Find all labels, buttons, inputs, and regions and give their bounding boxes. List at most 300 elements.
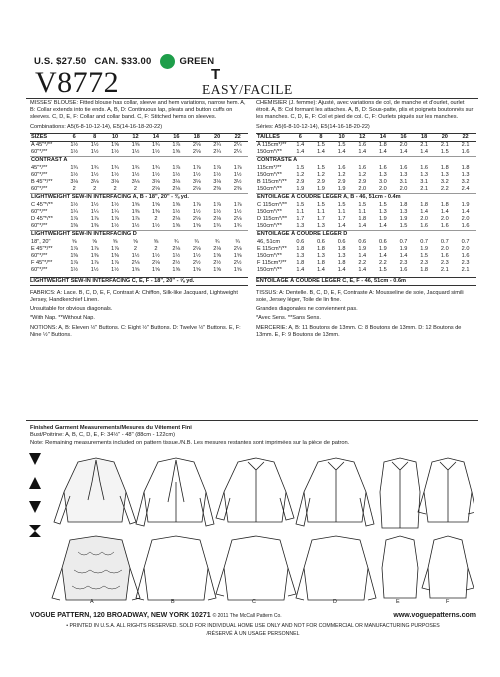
yardage-cell: 1¾ xyxy=(131,164,140,171)
yardage-cell: 0.6 xyxy=(337,238,346,245)
row-label: 60"*/** xyxy=(31,171,48,178)
yardage-cell: 1.9 xyxy=(317,186,325,193)
yardage-cell: 2.1 xyxy=(420,142,429,149)
yardage-cell: 1⅝ xyxy=(213,267,222,274)
yardage-cell: 2.2 xyxy=(358,260,367,267)
table-row xyxy=(256,239,476,246)
size-cell: 22 xyxy=(455,133,476,141)
yardage-cell: 1¾ xyxy=(213,223,222,230)
yardage-cell: 1.9 xyxy=(399,216,408,223)
yardage-cell: 1⅝ xyxy=(172,201,181,208)
yardage-cell: 1⅞ xyxy=(131,216,140,223)
table-row xyxy=(30,165,248,172)
table-row xyxy=(30,239,248,246)
row-label: 60"*/** xyxy=(31,208,48,215)
yardage-cell: 2.1 xyxy=(440,267,449,274)
yardage-cell: 1⅝ xyxy=(111,142,119,149)
row-label: 60"*/** xyxy=(31,223,48,230)
row-label: B 115cm*/** xyxy=(257,179,287,186)
yardage-cell: 1.2 xyxy=(358,171,367,178)
yardage-cell: 1½ xyxy=(172,208,181,215)
triangle-down-icon xyxy=(28,452,42,466)
yardage-cell: 2.0 xyxy=(378,186,387,193)
price-can: CAN. $33.00 xyxy=(94,55,152,67)
yardage-cell: ⅝ xyxy=(133,238,138,245)
yardage-cell: 1.2 xyxy=(337,171,346,178)
section-title: LIGHTWEIGHT SEW-IN INTERFACING A, B - 18", 20" - ⅜ yd. xyxy=(30,194,248,202)
section-title: ENTOILAGE À COUDRE LÉGER A, B - 46, 51cm - 0.4m xyxy=(256,194,476,202)
website-link[interactable]: www.voguepatterns.com xyxy=(393,612,476,619)
interfacing-note-en: LIGHTWEIGHT SEW-IN INTERFACING C, E, F - 18", 20" - ⅝ yd. xyxy=(30,277,248,286)
yardage-cell: 1.6 xyxy=(358,164,367,171)
yardage-cell: 1.5 xyxy=(358,201,367,208)
yardage-cell: 1½ xyxy=(70,201,79,208)
yardage-cell: 1½ xyxy=(192,253,201,260)
fabrics-unsuitable-fr: Grandes diagonales ne conviennent pas. xyxy=(256,306,358,313)
row-label: 60"*/** xyxy=(31,267,48,274)
yardage-cell: 1.3 xyxy=(378,208,387,215)
yardage-cell: 1.9 xyxy=(420,245,429,252)
yardage-cell: 2⅜ xyxy=(213,186,222,193)
yardage-cell: 1⅞ xyxy=(111,245,119,252)
yardage-cell: 1½ xyxy=(131,223,140,230)
row-label: 150cm*/** xyxy=(257,186,282,193)
yardage-cell: 3⅛ xyxy=(111,179,119,186)
yardage-cell: 2⅛ xyxy=(213,245,222,252)
yardage-cell: 2.9 xyxy=(337,179,346,186)
yardage-cell: 1½ xyxy=(90,171,99,178)
yardage-cell: 1½ xyxy=(131,149,140,156)
yardage-cell: 1.6 xyxy=(399,164,408,171)
yardage-cell: 1⅝ xyxy=(192,223,201,230)
yardage-cell: 1.2 xyxy=(317,171,325,178)
yardage-cell: 2.3 xyxy=(461,260,470,267)
yardage-cell: 1½ xyxy=(213,208,222,215)
yardage-cell: 2 xyxy=(133,186,138,193)
size-cell: 10 xyxy=(331,133,352,141)
yardage-cell: 3⅛ xyxy=(131,179,140,186)
view-label-c: C xyxy=(252,599,256,605)
yardage-cell: 2½ xyxy=(213,260,222,267)
legal-text xyxy=(30,622,476,638)
copyright: © 2011 The McCall Pattern Co. xyxy=(212,613,282,619)
row-label: D 45"*/** xyxy=(31,216,53,223)
french-column xyxy=(256,100,476,341)
yardage-cell: 2.1 xyxy=(420,186,429,193)
publisher-address: VOGUE PATTERN, 120 BROADWAY, NEW YORK 10271 xyxy=(30,612,211,619)
table-row xyxy=(30,216,248,223)
yardage-cell: 1.9 xyxy=(378,216,387,223)
yardage-cell: 1⅝ xyxy=(172,267,181,274)
interfacing-note-fr: ENTOILAGE À COUDRE LÉGER C, E, F - 46, 51cm - 0.6m xyxy=(256,277,476,286)
size-cell: 18 xyxy=(187,133,207,141)
footer xyxy=(30,612,476,638)
view-d-sketch xyxy=(296,458,376,600)
yardage-cell: 2.2 xyxy=(440,186,449,193)
yardage-cell: 1.3 xyxy=(440,171,449,178)
yardage-cell: 1.4 xyxy=(399,149,408,156)
nap-key-fr: *Avec Sens. **Sans Sens. xyxy=(256,315,321,322)
yardage-cell: 0.6 xyxy=(358,238,367,245)
description-en: MISSES' BLOUSE: Fitted blouse has collar, sleeve and hem variations, narrow hem. A, B: Collar extends into tie ends. A, B, D: Continuous lap, pleats and button cuffs on sleeves. C, D, E, F: Collar and collar band. C, F: Stitched hems on sleeves. xyxy=(30,100,246,121)
table-row xyxy=(30,149,248,157)
yardage-cell: 2.4 xyxy=(461,186,470,193)
yardage-cell: 1.4 xyxy=(358,223,367,230)
yardage-cell: 1.4 xyxy=(317,267,325,274)
yardage-cell: 3.2 xyxy=(461,179,470,186)
view-label-e: E xyxy=(396,599,400,605)
description-fr: CHEMISIER (J. femme): Ajusté, avec variations de col, de manche et d'ourlet, ourlet étroit. A, B: Col formant les attaches. A, B, D: Sous-patte, plis et poignets boutonnés sur les manches. C, D, E, F: Col et pied de col. C, F: Ourlets piqués sur les manches. xyxy=(256,100,474,121)
yardage-cell: 1.6 xyxy=(399,267,408,274)
table-row xyxy=(256,172,476,179)
yardage-cell: 1.7 xyxy=(296,216,305,223)
yardage-cell: 1.5 xyxy=(420,253,429,260)
yardage-cell: 2⅛ xyxy=(192,149,201,156)
yardage-cell: 1¼ xyxy=(90,208,99,215)
size-cell: 18 xyxy=(414,133,435,141)
yardage-cell: 1.5 xyxy=(399,223,408,230)
yardage-cell: 1.3 xyxy=(399,208,408,215)
yardage-cell: ¾ xyxy=(173,238,179,245)
yardage-cell: 1½ xyxy=(172,171,181,178)
table-row xyxy=(30,142,248,150)
yardage-cell: 1⅜ xyxy=(131,208,140,215)
yardage-cell: 1¼ xyxy=(70,208,79,215)
row-label: E 115cm*/** xyxy=(257,245,287,252)
yardage-cell: 1.1 xyxy=(358,208,367,215)
yardage-cell: 1.5 xyxy=(378,267,387,274)
row-label: 46, 51cm xyxy=(257,238,281,245)
yardage-cell: 2⅛ xyxy=(152,260,160,267)
size-cell: 10 xyxy=(105,133,125,141)
yardage-cell: 2.0 xyxy=(399,186,408,193)
yardage-cell: 1.4 xyxy=(337,223,346,230)
table-row xyxy=(30,223,248,231)
yardage-cell: 1.1 xyxy=(296,208,305,215)
table-row xyxy=(30,172,248,179)
yardage-cell: 1.4 xyxy=(358,149,367,156)
yardage-cell: 0.7 xyxy=(420,238,429,245)
price-us: U.S. $27.50 xyxy=(34,55,87,67)
yardage-cell: 1.4 xyxy=(296,267,305,274)
yardage-cell: 1.8 xyxy=(317,260,325,267)
row-label: 150cm*/** xyxy=(257,223,282,230)
yardage-cell: 1.4 xyxy=(378,253,387,260)
yardage-cell: 1½ xyxy=(233,171,242,178)
table-row xyxy=(256,165,476,172)
yardage-cell: 1⅞ xyxy=(70,216,79,223)
yardage-cell: 2 xyxy=(154,245,158,252)
yardage-cell: 1⅞ xyxy=(192,164,201,171)
yardage-cell: 2⅛ xyxy=(192,186,201,193)
yardage-cell: 0.6 xyxy=(317,238,325,245)
triangle-up-icon xyxy=(28,476,42,490)
yardage-cell: 1.3 xyxy=(296,253,305,260)
yardage-cell: 2.2 xyxy=(378,260,387,267)
yardage-cell: 1.5 xyxy=(317,164,325,171)
notions-en: NOTIONS: A, B: Eleven ½" Buttons. C: Eight ½" Buttons. D: Twelve ½" Buttons. E, F: Nine ½" Buttons. xyxy=(30,324,241,338)
yardage-cell: 1¼ xyxy=(111,208,119,215)
size-symbols xyxy=(28,452,44,548)
yardage-cell: 2⅛ xyxy=(192,142,201,149)
yardage-cell: 1⅝ xyxy=(152,201,160,208)
yardage-cell: 1.6 xyxy=(461,223,470,230)
row-label: C 45"*/** xyxy=(31,201,53,208)
row-label: D 115cm*/** xyxy=(257,216,288,223)
top-divider xyxy=(26,98,478,99)
table-row xyxy=(256,260,476,267)
yardage-cell: 1.5 xyxy=(337,201,346,208)
yardage-cell: 2.9 xyxy=(296,179,305,186)
yardage-cell: 1½ xyxy=(90,142,99,149)
yardage-cell: 1¾ xyxy=(233,223,242,230)
yardage-cell: 1⅝ xyxy=(233,253,242,260)
fabrics-en: FABRICS: A: Lace. B, C, D, E, F, Contrast A: Chiffon, Silk-like Jacquard, Lightweight Jersey, Handkerchief Linen. xyxy=(30,289,238,304)
row-label: E 45"*/** xyxy=(31,245,53,252)
table-row xyxy=(256,149,476,157)
yardage-cell: ⅝ xyxy=(153,238,159,245)
yardage-cell: 2.0 xyxy=(440,216,449,223)
yardage-cell: 1½ xyxy=(152,149,160,156)
row-label: F 45"*/** xyxy=(31,260,53,267)
sizes-header: TAILLES xyxy=(256,133,290,141)
row-label: 18", 20" xyxy=(31,238,51,245)
yardage-cell: 2.3 xyxy=(420,260,429,267)
table-row xyxy=(256,216,476,223)
yardage-cell: 3.1 xyxy=(420,179,429,186)
yardage-cell: 2.3 xyxy=(440,260,449,267)
table-row xyxy=(256,246,476,253)
yardage-cell: 1½ xyxy=(152,253,160,260)
combinations-fr: Séries: A5(6-8-10-12-14), E5(14-16-18-20-22) xyxy=(256,123,370,130)
yardage-cell: 1½ xyxy=(192,171,201,178)
yardage-cell: 2⅛ xyxy=(192,245,201,252)
yardage-cell: 3.2 xyxy=(440,179,449,186)
yardage-cell: 0.6 xyxy=(296,238,305,245)
yardage-cell: 1.9 xyxy=(461,201,470,208)
table-row xyxy=(256,202,476,209)
yardage-cell: 1⅝ xyxy=(213,253,222,260)
yardage-cell: 1.3 xyxy=(399,171,408,178)
yardage-cell: 2 xyxy=(93,186,97,193)
view-label-f: F xyxy=(446,599,450,605)
row-label: 150cm*/** xyxy=(257,149,282,156)
view-label-b: B xyxy=(171,599,175,605)
yardage-table-en xyxy=(30,133,248,275)
yardage-cell: 2⅛ xyxy=(172,216,181,223)
yardage-cell: 1⅝ xyxy=(152,267,160,274)
view-e-sketch xyxy=(380,458,420,598)
yardage-cell: 1.8 xyxy=(358,216,367,223)
yardage-cell: 1¾ xyxy=(70,164,79,171)
table-row xyxy=(30,209,248,216)
yardage-cell: 1⅞ xyxy=(233,164,242,171)
row-label: 150cm*/** xyxy=(257,208,282,215)
yardage-cell: 1⅞ xyxy=(172,142,181,149)
fabrics-unsuitable-en: Unsuitable for obvious diagonals. xyxy=(30,306,113,313)
yardage-cell: 1.5 xyxy=(440,149,449,156)
yardage-cell: 2⅛ xyxy=(172,186,181,193)
yardage-cell: 1½ xyxy=(192,208,201,215)
yardage-cell: 2⅛ xyxy=(152,186,160,193)
legal-fr: /RÉSERVÉ À UN USAGE PERSONNEL xyxy=(206,631,300,637)
yardage-cell: 1.1 xyxy=(317,208,325,215)
yardage-cell: 1.6 xyxy=(420,164,429,171)
row-label: 60"*/** xyxy=(31,149,48,156)
yardage-cell: 2½ xyxy=(233,260,242,267)
measurements-note: Note: Remaining measurements included on pattern tissue./N.B. Les mesures restantes sont imprimées sur la pièce de patron. xyxy=(30,439,350,446)
row-label: 150cm*/** xyxy=(257,171,282,178)
table-row xyxy=(256,267,476,274)
yardage-cell: 2¼ xyxy=(233,142,242,149)
size-cell: 16 xyxy=(166,133,186,141)
yardage-cell: 1.8 xyxy=(440,201,449,208)
view-f-sketch xyxy=(418,458,474,598)
yardage-cell: 1⅝ xyxy=(192,267,201,274)
section-title: ENTOILAGE À COUDRE LÉGER D xyxy=(256,231,476,239)
size-cell: 6 xyxy=(64,133,84,141)
yardage-cell: 1.9 xyxy=(296,186,305,193)
yardage-cell: 1.4 xyxy=(420,149,429,156)
difficulty-label: EASY/FACILE xyxy=(202,82,293,97)
yardage-cell: 3.1 xyxy=(399,179,408,186)
yardage-cell: 3⅛ xyxy=(172,179,181,186)
combinations-en: Combinations: A5(6-8-10-12-14), E5(14-16-18-20-22) xyxy=(30,123,163,130)
yardage-cell: 1⅞ xyxy=(111,260,119,267)
yardage-cell: 1⅞ xyxy=(70,245,79,252)
yardage-cell: ¾ xyxy=(194,238,200,245)
yardage-cell: 1.4 xyxy=(378,149,387,156)
yardage-cell: 1.4 xyxy=(337,267,346,274)
yardage-cell: 1.3 xyxy=(296,223,305,230)
yardage-cell: 1.3 xyxy=(317,253,325,260)
yardage-cell: 1.9 xyxy=(358,245,367,252)
yardage-cell: 1.6 xyxy=(461,149,470,156)
yardage-cell: 1.5 xyxy=(378,201,387,208)
yardage-cell: 1.8 xyxy=(420,267,429,274)
yardage-cell: 1¾ xyxy=(152,142,160,149)
yardage-cell: 2.0 xyxy=(440,245,449,252)
yardage-cell: 1⅞ xyxy=(90,216,99,223)
yardage-cell: 1.9 xyxy=(378,245,387,252)
yardage-cell: 1.5 xyxy=(296,164,305,171)
yardage-cell: ⅝ xyxy=(112,238,118,245)
yardage-cell: 0.6 xyxy=(378,238,387,245)
yardage-cell: 1⅞ xyxy=(233,201,242,208)
yardage-cell: 3.0 xyxy=(378,179,387,186)
nap-key-en: *With Nap. **Without Nap. xyxy=(30,315,95,322)
yardage-cell: 1.6 xyxy=(358,142,367,149)
row-label: 60"*/** xyxy=(31,186,48,193)
yardage-cell: 1.1 xyxy=(337,208,346,215)
yardage-cell: 2⅛ xyxy=(192,216,201,223)
yardage-cell: 1⅞ xyxy=(111,216,119,223)
yardage-cell: 1½ xyxy=(111,171,119,178)
table-row xyxy=(256,253,476,260)
yardage-cell: 1.8 xyxy=(440,164,449,171)
size-cell: 8 xyxy=(84,133,104,141)
yardage-cell: 1½ xyxy=(111,149,119,156)
yardage-cell: 2⅛ xyxy=(172,245,181,252)
yardage-cell: 3⅛ xyxy=(70,179,79,186)
yardage-cell: 1.4 xyxy=(358,267,367,274)
yardage-cell: 1.8 xyxy=(296,260,305,267)
yardage-cell: 2 xyxy=(154,216,158,223)
size-cell: 12 xyxy=(125,133,145,141)
yardage-cell: 1.3 xyxy=(420,171,429,178)
yardage-cell: ⅝ xyxy=(92,238,97,245)
yardage-cell: 1½ xyxy=(70,267,79,274)
mid-divider xyxy=(26,420,478,421)
table-row xyxy=(256,209,476,216)
yardage-cell: 1.6 xyxy=(420,223,429,230)
yardage-cell: 1.4 xyxy=(296,149,305,156)
measurements-title: Finished Garment Measurements/Mesures du Vêtement Fini xyxy=(30,425,192,431)
yardage-cell: 1.4 xyxy=(378,223,387,230)
triangle-down-icon xyxy=(28,500,42,514)
yardage-cell: 1.8 xyxy=(317,245,325,252)
yardage-cell: 1½ xyxy=(111,201,119,208)
color-dot-icon xyxy=(160,54,175,69)
fabrics-fr: TISSUS: A: Dentelle. B, C, D, E, F, Contraste A: Mousseline de soie, Jacquard simili soie, Jersey léger, Toile de lin fine. xyxy=(256,289,464,304)
row-label: A 45"*/** xyxy=(31,142,53,149)
yardage-cell: 1.7 xyxy=(337,216,346,223)
yardage-cell: 1.6 xyxy=(461,253,470,260)
yardage-cell: 1½ xyxy=(70,142,79,149)
yardage-cell: 1½ xyxy=(131,171,140,178)
yardage-cell: 1⅞ xyxy=(213,201,222,208)
yardage-cell: 1.3 xyxy=(461,171,470,178)
yardage-cell: 1⅜ xyxy=(70,223,79,230)
yardage-cell: 1⅝ xyxy=(172,149,181,156)
bust-measurement: Bust/Poitrine: A, B, C, D, E, F: 34½" - 48" (88cm - 122cm) xyxy=(30,432,176,439)
row-label: A 115cm*/** xyxy=(257,142,287,149)
yardage-cell: 1⅞ xyxy=(90,260,99,267)
yardage-cell: 1.4 xyxy=(337,149,346,156)
yardage-cell: 1½ xyxy=(90,149,99,156)
row-label: F 115cm*/** xyxy=(257,260,287,267)
size-cell: 16 xyxy=(393,133,414,141)
yardage-cell: 3⅛ xyxy=(213,179,222,186)
yardage-cell: 1.4 xyxy=(440,208,449,215)
yardage-cell: 1.6 xyxy=(337,164,346,171)
yardage-cell: 2½ xyxy=(172,260,181,267)
section-title: CONTRASTE A xyxy=(256,157,476,165)
table-row xyxy=(256,179,476,186)
yardage-cell: 0.7 xyxy=(399,238,408,245)
row-label: 115cm*/** xyxy=(257,164,282,171)
yardage-cell: 0.7 xyxy=(461,238,470,245)
yardage-cell: 1.8 xyxy=(378,142,387,149)
yardage-cell: 1.9 xyxy=(337,186,346,193)
yardage-cell: 1.8 xyxy=(461,164,470,171)
yardage-cell: 1.5 xyxy=(317,142,325,149)
yardage-cell: 1⅝ xyxy=(131,142,140,149)
yardage-cell: 1½ xyxy=(213,171,222,178)
yardage-cell: 1½ xyxy=(70,149,79,156)
yardage-cell: 1.6 xyxy=(440,223,449,230)
section-title: LIGHTWEIGHT SEW-IN INTERFACING D xyxy=(30,231,248,239)
yardage-cell: 2.1 xyxy=(461,142,470,149)
table-row xyxy=(30,179,248,186)
yardage-cell: 1⅝ xyxy=(172,223,181,230)
notions-fr: MERCERIE: A, B: 11 Boutons de 13mm. C: 8 Boutons de 13mm. D: 12 Boutons de 13mm. E, F: 9 Boutons de 13mm. xyxy=(256,324,462,338)
yardage-cell: 1½ xyxy=(90,267,99,274)
row-label: 60"*/** xyxy=(31,253,48,260)
yardage-cell: 1½ xyxy=(152,171,160,178)
row-label: 45"*/** xyxy=(31,164,48,171)
yardage-cell: 1½ xyxy=(111,223,119,230)
